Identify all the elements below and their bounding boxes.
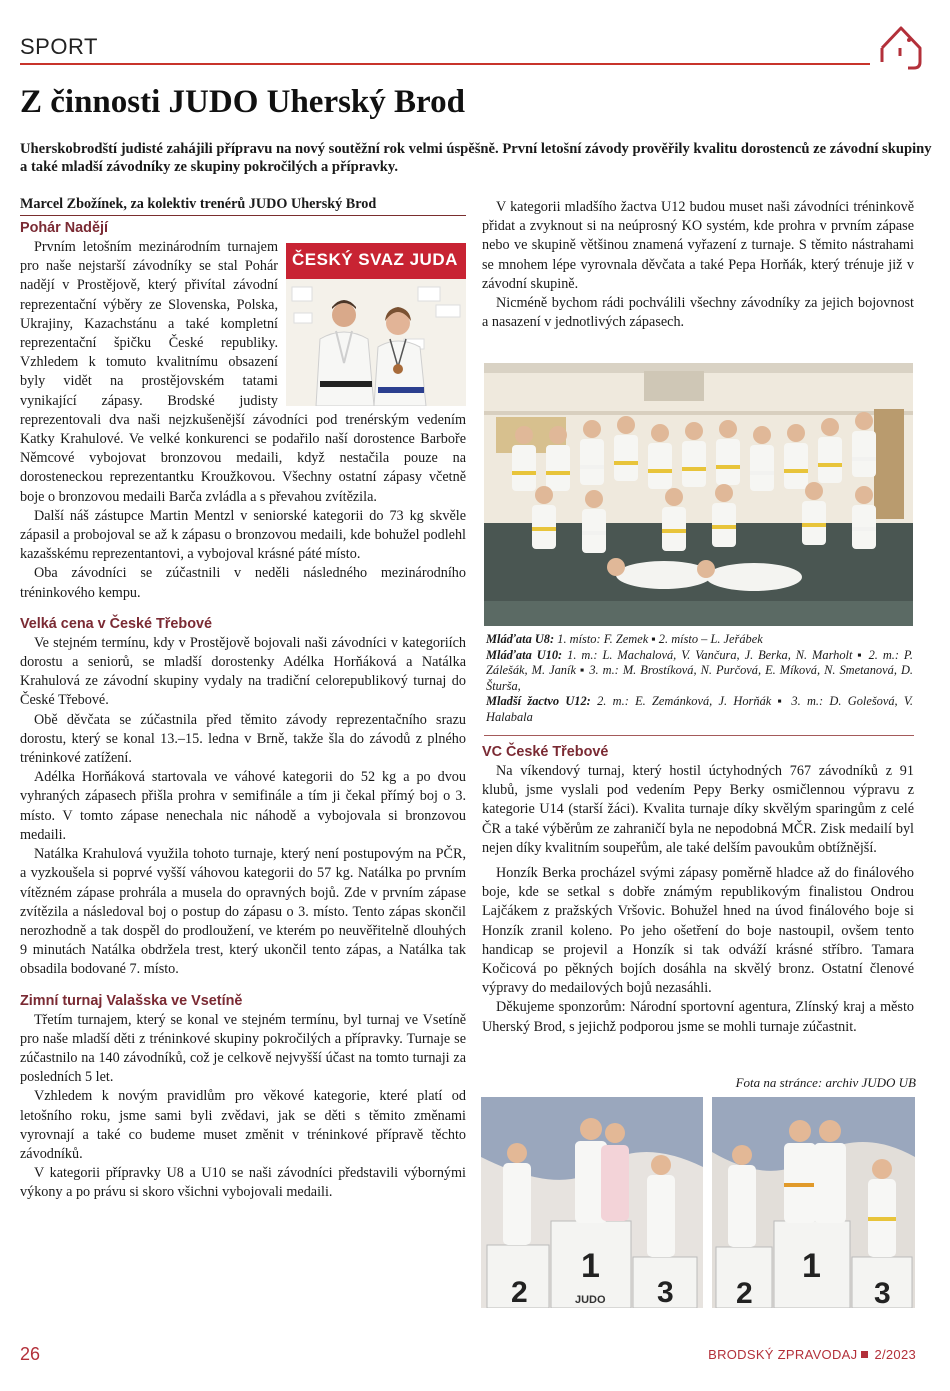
section-label: SPORT: [20, 34, 98, 59]
photo-medalists-figures: [286, 243, 466, 406]
podium-left-1: 1: [581, 1247, 600, 1285]
left-column: [20, 196, 466, 1203]
lead-paragraph: Uherskobrodští judisté zahájili přípravu na nový soutěžní rok velmi úspěšně. První letošní závody prověřily kvalitu dorostenců ze závodní skupiny a také mladší závodníky ze skupiny pokročilých a přípravky.: [20, 141, 932, 175]
podium-figures-boys: [481, 1097, 703, 1308]
photo-podium-boys: [481, 1097, 703, 1308]
paragraph: V kategorii přípravky U8 a U10 se naši závodníci představili výbornými výkony a po právu si skoro všichni vybojovali medaili.: [20, 1165, 466, 1201]
paragraph: V kategorii mladšího žactva U12 budou muset naši závodníci tréninkově přidat a zvyknout si na neúprosný KO systém, kde prohra v prvním zápase nebo ve skupině většinou znamená vyřazení z turnaje. S těmito nástrahami se mnohem lépe vyrovnala děvčata a také Pepa Horňák, který trénuje již v závodní skupině.: [482, 199, 914, 292]
photo-credit: Fota na stránce: archiv JUDO UB: [735, 1075, 916, 1090]
podium-left-3: 3: [657, 1276, 674, 1308]
caption-text-u12: 2. m.: E. Zemánková, J. Horňák ▪ 3. m.: D. Golešová, V. Halabala: [486, 694, 913, 724]
paragraph: Natálka Krahulová využila tohoto turnaje, který není postupovým na PČR, a vyzkoušela si poprvé vyšší váhovou kategorii do 57 kg. Natálka po prvním vítězném zápase prohrála a musela do opravných bojů. Zde v prvním zápase zvítězila a následoval boj o postup do zápasu o 3. místo. Tento zápas skončil nerozhodně a tak dospěl do prodloužení, ve kterém po neuvěřitelně dlouhých 9 minutách Natálka obdržela trest, který ukončil tento zápas, a Natálka tak obsadila bodované 7. místo.: [20, 846, 466, 978]
paragraph: Adélka Horňáková startovala ve váhové kategorii do 52 kg a po dvou vyhraných zápasech přišla prohra v semifinále a tím ji čekal přímý boj o 3. místo. V tomto zápase nenechala nic náhodě a vybojovala si bronzovou medaili.: [20, 769, 466, 843]
byline: Marcel Zbožínek, za kolektiv trenérů JUDO Uherský Brod: [20, 196, 466, 216]
right-column-lower: [482, 743, 914, 1037]
group-photo-figures: [484, 363, 913, 626]
subhead-velka-cena: Velká cena v České Třebové: [20, 615, 212, 632]
paragraph: Honzík Berka procházel svými zápasy poměrně hladce až do finálového boje, kde se setkal s dobře známým republikovým finalistou Ondrou Lajčákem z pražských Vršovic. Bohužel hned na úvod finálového boje si Honzík zranil koleno. Po jeho ošetření do boje nastoupil, ovšem tento handicap se projevil a Honzík si tak odváží krásné stříbro. Tamara Kočicová po pěkných bojích dosáhla na skvělý bronz. Ostatní členové výpravy do medailových bojů nezasáhli.: [482, 865, 914, 997]
paragraph: Další náš zástupce Martin Mentzl v seniorské kategorii do 73 kg skvěle zápasil a probojoval se až k zápasu o bronzovou medaili, kde bohužel podlehl kazašskému reprezentantovi, a vybojoval krásné páté místo.: [20, 507, 466, 563]
paragraph: Vzhledem k novým pravidlům pro věkové kategorie, které platí od letošního roku, jsme sami byli zvědavi, jak se děti s těmito změnami vyrovnají a také co budeme muset změnit v tréninkové přípravě těchto závodníků.: [20, 1088, 466, 1162]
podium-left-2: 2: [511, 1276, 528, 1308]
caption-text-u8: 1. místo: F. Zemek ▪ 2. místo – L. Jeřábek: [557, 632, 763, 646]
podium-right-3: 3: [874, 1277, 891, 1308]
podium-sign: JUDO: [575, 1294, 606, 1306]
footer-square-icon: [861, 1351, 868, 1358]
paragraph: Obě děvčata se zúčastnila před těmito závody reprezentačního srazu dorostu, který se konal 13.–15. ledna v Brně, takže šla do závodů z plného tréninkové zatížení.: [20, 711, 466, 767]
header-rule: [20, 63, 870, 65]
paragraph: Nicméně bychom rádi pochválili všechny závodníky za jejich bojovnost a nasazení v jednotlivých zápasech.: [482, 295, 914, 331]
right-column-upper: [482, 198, 914, 332]
paragraph: Třetím turnajem, který se konal ve stejném termínu, byl turnaj ve Vsetíně pro naše mladší děti z tréninkové skupiny pokročilých a přípravky. Turnaje se zúčastnilo na 140 závodníků, což je celkově nejvyšší účast na tomto turnaji za posledních 5 let.: [20, 1011, 466, 1086]
paragraph: Děkujeme sponzorům: Národní sportovní agentura, Zlínský kraj a město Uherský Brod, s jejichž podporou jsme se mohli turnaje zúčastnit.: [482, 999, 914, 1035]
house-logo-icon: [878, 22, 924, 70]
photo-group-children: [484, 363, 913, 626]
page-number: 26: [20, 1344, 41, 1364]
podium-figures-girls: [712, 1097, 915, 1308]
paragraph: Prvním letošním mezinárodním turnajem pro naše nejstarší závodníky se stal Pohár nadějí v Prostějově, který přivítal závodní reprezentační výběry ze Slovenska, Polska, Ukrajiny, Kazachstánu a také kompletní reprezentační špičku České republiky. Vzhledem k tomuto kvalitnímu obsazení byly vidět na prostějovském tatami vynikající zápasy. Brodské judisty reprezentovali dva naši nejzkušenější závodníci pod trenérským vedením Katky Krahulové. Ve velké konkurenci se podařilo naší dorostence Barboře Němcové vybojovat bronzovou medaili, když nestačila pouze na dorosteneckou reprezentantku Kroužkovou. Všechny ostatní zápasy včetně boje o bronzovou medaili Barča zvládla a s převahou zvítězila.: [20, 239, 466, 505]
photo-caption: [486, 632, 913, 726]
paragraph: Ve stejném termínu, kdy v Prostějově bojovali naši závodníci v kategoriích dorostu a seniorů, se mladší dorostenky Adélka Horňáková a Natálka Krahulová ze závodní skupiny vydaly na tradiční celorepublikový turnaj do České Třebové.: [20, 634, 466, 709]
publication-issue: 2/2023: [874, 1347, 916, 1362]
photo-banner-text: ČESKÝ SVAZ JUDA: [292, 250, 458, 269]
caption-divider: [484, 735, 914, 736]
publication-footer: [690, 1347, 916, 1362]
photo-podium-girls: [712, 1097, 915, 1308]
podium-right-2: 2: [736, 1277, 753, 1308]
podium-right-1: 1: [802, 1247, 821, 1285]
caption-label-u10: Mláďata U10:: [486, 647, 563, 662]
article-title: Z činnosti JUDO Uherský Brod: [20, 84, 465, 120]
paragraph: Na víkendový turnaj, který hostil úctyhodných 767 závodníků z 91 klubů, jsme vyslali pod vedením Pepy Berky osmičlennou výpravu z kategorie U14 (starší žáci). Kvalita turnaje díky skvělým sparingům z celé ČR a také výběrům ze zahraničí byla ne nepodobná MČR. Zisk medailí byl nejen díky kvalitním soupeřům, ale také delším pavoukům obtížnější.: [482, 763, 914, 856]
paragraph: Oba závodníci se zúčastnili v neděli následného mezinárodního tréninkového kempu.: [20, 565, 466, 601]
subhead-vc-ceske-trebove: VC České Třebové: [482, 744, 609, 760]
subhead-zimni-turnaj: Zimní turnaj Valašska ve Vsetíně: [20, 992, 243, 1009]
caption-label-u12: Mladší žactvo U12:: [486, 694, 591, 709]
caption-text-u10: 1. m.: L. Machalová, V. Vančura, J. Berka, N. Marholt ▪ 2. m.: P. Zálešák, M. Janík ▪ 3. m.: M. Brostíková, N. Purčová, E. Míková, N. Smetanová, D. Šturša,: [486, 647, 914, 693]
subhead-pohar-nadeji: Pohár Nadějí: [20, 220, 108, 236]
caption-label-u8: Mláďata U8:: [486, 632, 555, 646]
photo-medalists: [286, 243, 466, 406]
publication-name: BRODSKÝ ZPRAVODAJ: [708, 1347, 858, 1362]
